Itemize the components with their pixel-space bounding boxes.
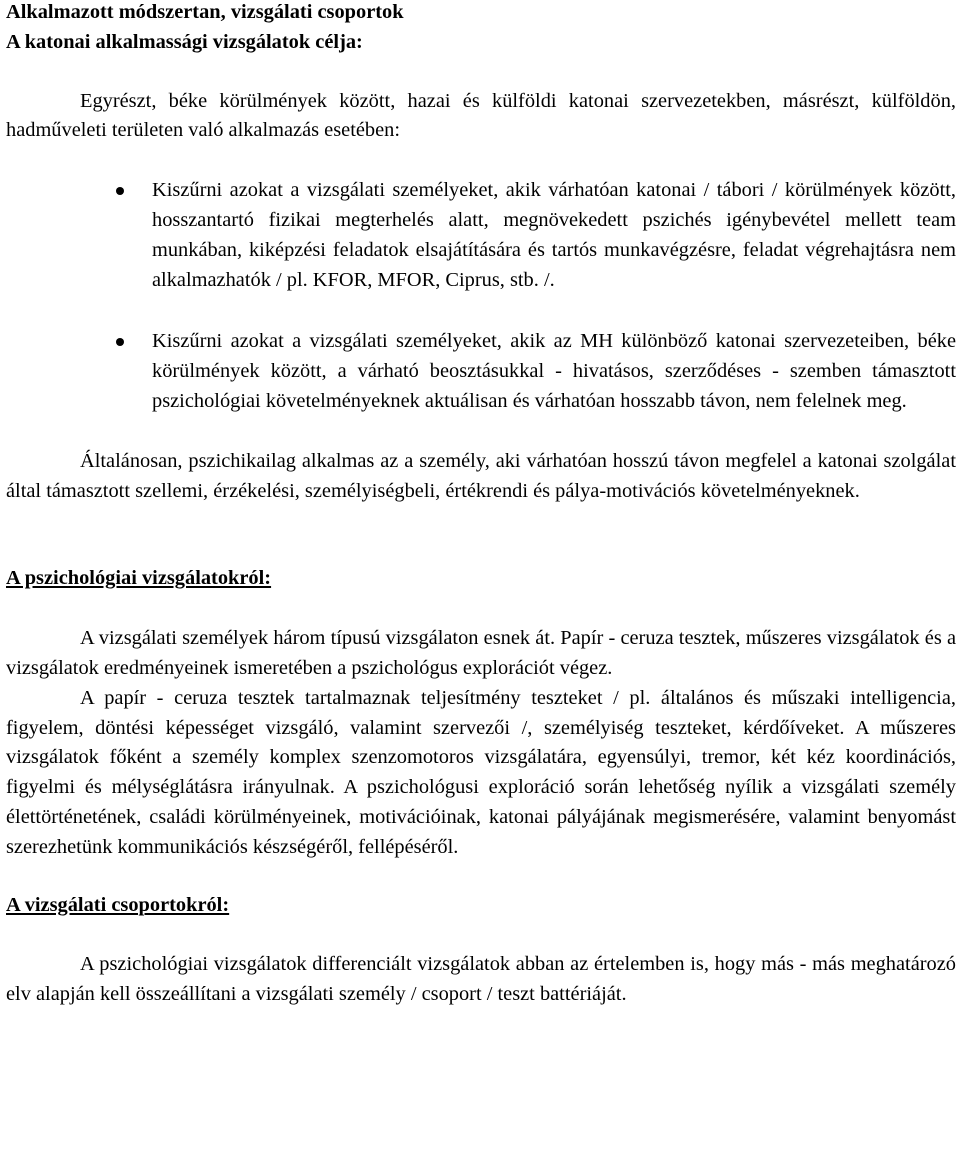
groups-paragraph-1: A pszichológiai vizsgálatok differenciált vizsgálatok abban az értelemben is, hogy más - más meghatározó elv alapján kell összeállítani a vizsgálati személy / csoport / teszt battériáját.	[6, 953, 956, 1006]
general-paragraph: Általánosan, pszichikailag alkalmas az a személy, aki várhatóan hosszú távon megfelel a katonai szolgálat által támasztott szellemi, érzékelési, személyiségbeli, értékrendi és pálya-motivációs követelményeknek.	[6, 449, 956, 502]
list-item-text: Kiszűrni azokat a vizsgálati személyeket, akik várhatóan katonai / tábori / körülmények között, hosszantartó fizikai megterhelés alatt, megnövekedett pszichés igénybevétel mellett team munkában, kiképzési feladatok elsajátítására és tartós munkavégzésre, feladat végrehajtásra nem alkalmazhatók / pl. KFOR, MFOR, Ciprus, stb. /.	[152, 179, 956, 291]
list-item-text: Kiszűrni azokat a vizsgálati személyeket, akik az MH különböző katonai szervezeteiben, béke körülmények között, a várható beosztásukkal - hivatásos, szerződéses - szemben támasztott pszichológiai követelményeknek aktuálisan és várhatóan hosszabb távon, nem felelnek meg.	[152, 330, 956, 412]
psych-paragraph-1: A vizsgálati személyek három típusú vizsgálaton esnek át. Papír - ceruza tesztek, műszeres vizsgálatok és a vizsgálatok eredményeinek ismeretében a pszichológus explorációt végez.	[6, 627, 956, 679]
bullet-icon	[116, 338, 124, 346]
list-item	[6, 176, 956, 295]
section-heading-groups: A vizsgálati csoportokról:	[6, 893, 230, 916]
doc-title: Alkalmazott módszertan, vizsgálati csoportok	[6, 1, 404, 23]
psych-paragraph-2: A papír - ceruza tesztek tartalmaznak teljesítmény teszteket / pl. általános és műszaki intelligencia, figyelem, döntési képességet vizsgáló, valamint szervezői /, személyiség teszteket, kérdőíveket. A műszeres vizsgálatok főként a személy komplex szenzomotoros vizsgálatára, egyensúlyi, tremor, két kéz koordinációs, figyelmi és mélységlátásra irányulnak. A pszichológusi exploráció során lehetőség nyílik a vizsgálati személy élettörténetének, családi körülményeinek, motivációinak, katonai pályájának megismerésére, valamint benyomást szerezhetünk kommunikációs készségéről, fellépéséről.	[6, 686, 956, 858]
document-page	[6, 0, 956, 1010]
section-heading-psych: A pszichológiai vizsgálatokról:	[6, 567, 272, 590]
list-item	[6, 327, 956, 416]
doc-subtitle: A katonai alkalmassági vizsgálatok célja:	[6, 30, 363, 53]
bullet-icon	[116, 187, 124, 195]
bullet-list	[6, 176, 956, 417]
intro-paragraph: Egyrészt, béke körülmények között, hazai és külföldi katonai szervezetekben, másrészt, külföldön, hadműveleti területen való alkalmazás esetében:	[6, 89, 956, 142]
